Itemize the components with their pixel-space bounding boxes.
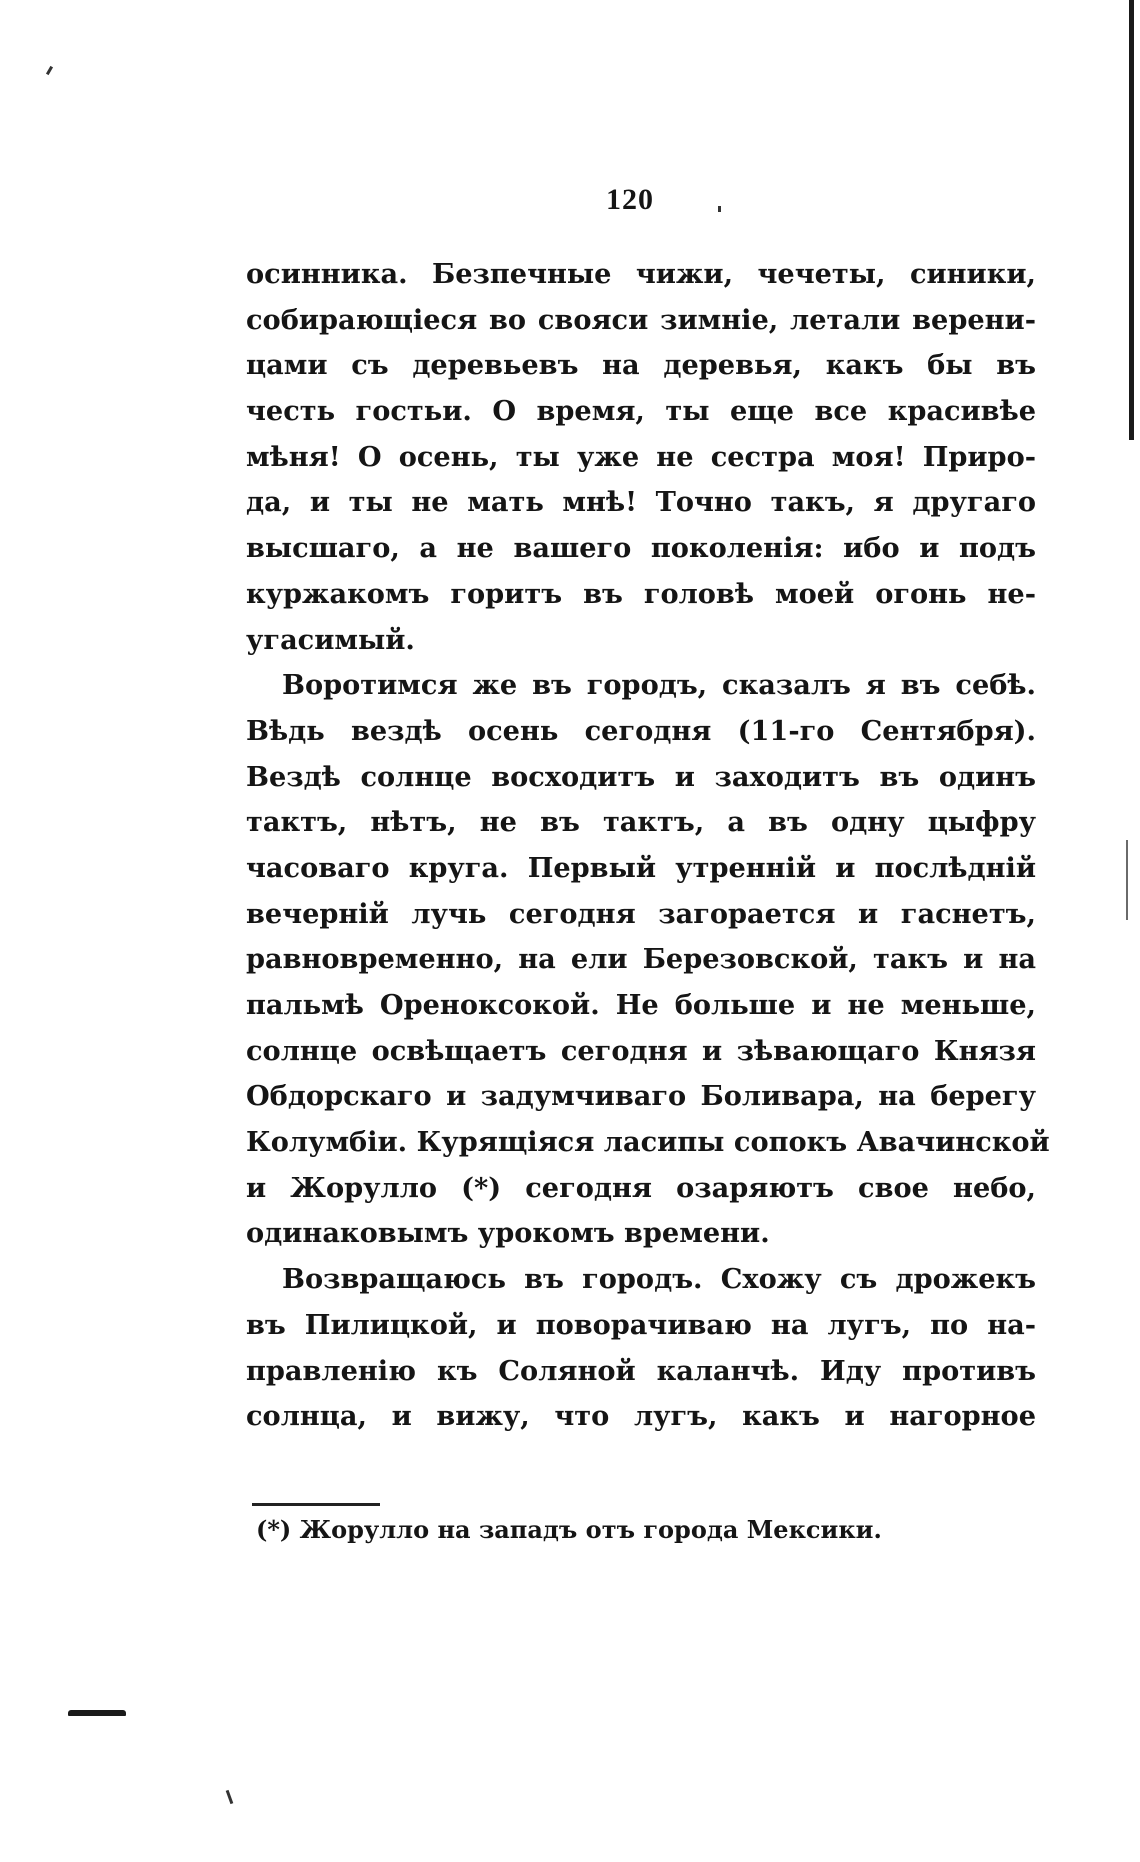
text-line: въ Пилицкой, и поворачиваю на лугъ, по на- bbox=[246, 1308, 1036, 1341]
text-line: одинаковымъ урокомъ времени. bbox=[246, 1217, 770, 1250]
ink-smudge bbox=[68, 1710, 126, 1716]
text-line: цами съ деревьевъ на деревья, какъ бы въ bbox=[246, 349, 1036, 382]
speck bbox=[718, 206, 721, 212]
page-number: 120 bbox=[606, 183, 654, 216]
text-line: честь гостьи. О время, ты еще все красивѣе bbox=[246, 395, 1036, 428]
text-line: вечерній лучь сегодня загорается и гаснетъ, bbox=[246, 897, 1036, 930]
text-line: осинника. Безпечные чижи, чечеты, синики, bbox=[246, 258, 1036, 290]
speck bbox=[46, 66, 53, 75]
text-line: правленію къ Соляной каланчѣ. Иду противъ bbox=[246, 1354, 1036, 1387]
text-line: часоваго круга. Первый утренній и послѣдній bbox=[246, 851, 1036, 884]
text-line: мѣня! О осень, ты уже не сестра моя! Приро- bbox=[246, 440, 1036, 473]
text-line: солнце освѣщаетъ сегодня и зѣвающаго Князя bbox=[246, 1034, 1036, 1067]
text-line: Обдорскаго и задумчиваго Боливара, на берегу bbox=[246, 1080, 1036, 1113]
text-line: куржакомъ горитъ въ головѣ моей огонь не- bbox=[246, 577, 1036, 610]
text-line: собирающіеся во свояси зимніе, летали верени- bbox=[246, 303, 1036, 336]
text-line: Вездѣ солнце восходитъ и заходитъ въ одинъ bbox=[246, 760, 1036, 793]
speck bbox=[226, 1790, 234, 1804]
paragraph-start: Воротимся же въ городъ, сказалъ я въ себѣ. bbox=[282, 669, 1036, 702]
text-line: пальмѣ Ореноксокой. Не больше и не меньше, bbox=[246, 989, 1036, 1021]
paragraph-start: Возвращаюсь въ городъ. Схожу съ дрожекъ bbox=[282, 1263, 1036, 1296]
footnote: (*) Жорулло на западъ отъ города Мексики. bbox=[256, 1515, 882, 1544]
footnote-rule bbox=[252, 1503, 380, 1506]
text-line: солнца, и вижу, что лугъ, какъ и нагорное bbox=[246, 1400, 1036, 1433]
body-text bbox=[246, 252, 1050, 1440]
page-edge-dark bbox=[1129, 0, 1134, 440]
page-edge-mark bbox=[1126, 840, 1128, 920]
text-line: да, и ты не мать мнѣ! Точно такъ, я другаго bbox=[246, 486, 1036, 519]
text-line: тактъ, нѣтъ, не въ тактъ, а въ одну цыфру bbox=[246, 806, 1036, 839]
text-line: равновременно, на ели Березовской, такъ и на bbox=[246, 943, 1036, 976]
text-line: Колумбіи. Курящіяся ласипы сопокъ Авачинской bbox=[246, 1126, 1050, 1159]
text-line: угасимый. bbox=[246, 623, 415, 656]
text-line: Вѣдь вездѣ осень сегодня (11-го Сентября). bbox=[246, 714, 1036, 747]
text-line: и Жорулло (*) сегодня озаряютъ свое небо, bbox=[246, 1171, 1036, 1204]
text-line: высшаго, а не вашего поколенія: ибо и подъ bbox=[246, 532, 1036, 565]
